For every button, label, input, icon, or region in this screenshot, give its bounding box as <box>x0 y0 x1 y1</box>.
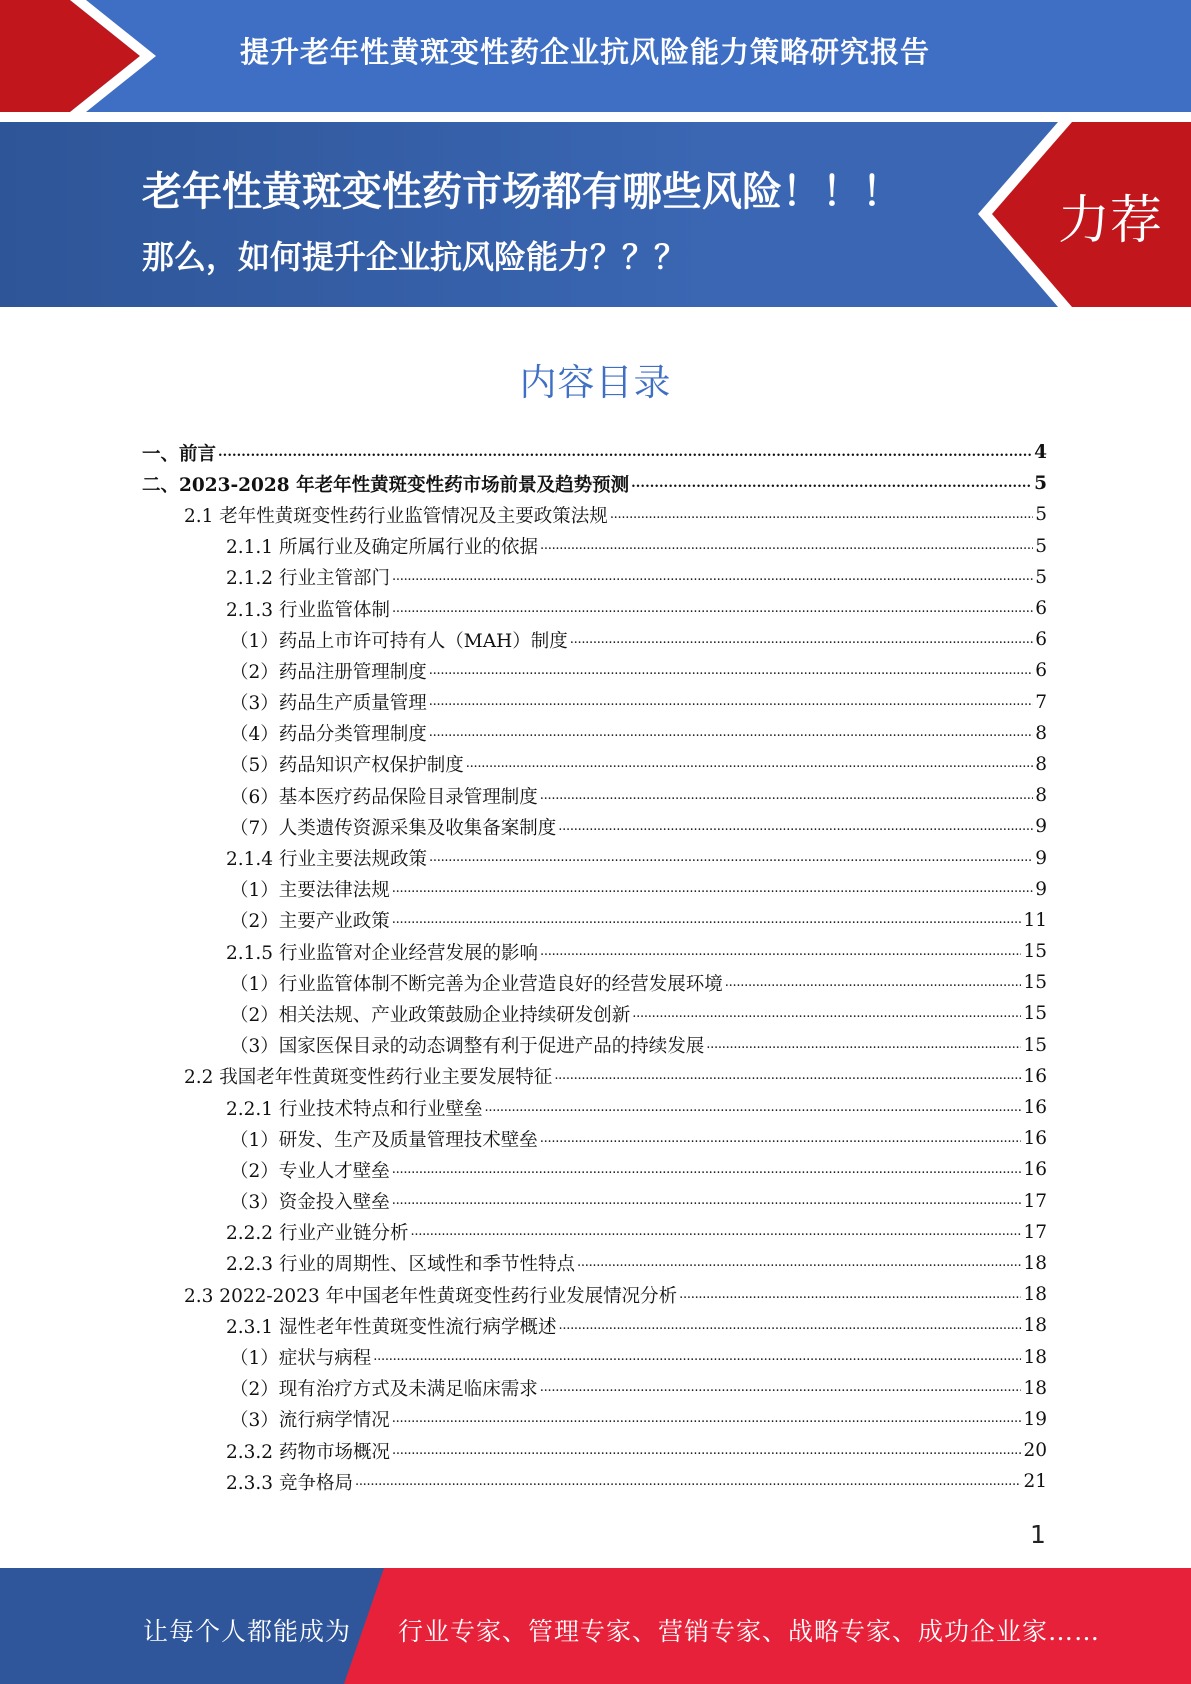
hero-subheadline: 那么，如何提升企业抗风险能力？？？ <box>142 238 687 276</box>
toc-entry-page: 15 <box>1023 1003 1047 1025</box>
toc-entry-page: 18 <box>1023 1346 1047 1368</box>
toc-entry[interactable] <box>142 1217 1047 1248</box>
toc-dot-leader <box>558 1315 1021 1337</box>
toc-entry[interactable] <box>142 593 1047 624</box>
toc-entry-page: 5 <box>1035 535 1047 557</box>
toc-entry-page: 18 <box>1023 1315 1047 1337</box>
toc-title: 内容目录 <box>519 361 672 404</box>
report-header-band <box>0 0 1191 112</box>
toc-entry-page: 5 <box>1034 473 1047 495</box>
toc-entry[interactable] <box>142 1404 1047 1435</box>
toc-entry[interactable] <box>142 1279 1047 1310</box>
toc-entry[interactable] <box>142 718 1047 749</box>
toc-dot-leader <box>540 1377 1022 1399</box>
toc-entry-label: （2）现有治疗方式及未满足临床需求 <box>230 1379 538 1401</box>
toc-entry[interactable] <box>142 468 1047 499</box>
toc-dot-leader <box>679 1284 1021 1306</box>
toc-entry-label: （1）症状与病程 <box>230 1348 372 1370</box>
toc-dot-leader <box>540 1128 1022 1150</box>
toc-entry[interactable] <box>142 1435 1047 1466</box>
toc-dot-leader <box>429 847 1033 869</box>
toc-entry-page: 17 <box>1023 1221 1047 1243</box>
toc-entry-page: 6 <box>1035 598 1047 620</box>
toc-entry-label: 2.2.3 行业的周期性、区域性和季节性特点 <box>226 1254 575 1276</box>
toc-entry[interactable] <box>142 1092 1047 1123</box>
toc-entry[interactable] <box>142 437 1047 468</box>
toc-entry[interactable] <box>142 1123 1047 1154</box>
toc-entry-page: 18 <box>1023 1252 1047 1274</box>
hero-headline: 老年性黄斑变性药市场都有哪些风险！！！ <box>142 169 902 215</box>
toc-entry-label: 2.1.1 所属行业及确定所属行业的依据 <box>226 537 538 559</box>
toc-entry-label: 2.3.1 湿性老年性黄斑变性流行病学概述 <box>226 1316 557 1338</box>
red-chevron-decoration <box>0 0 160 112</box>
toc-entry[interactable] <box>142 499 1047 530</box>
header-divider <box>0 112 1191 122</box>
toc-entry-label: 2.3.2 药物市场概况 <box>226 1441 390 1463</box>
toc-entry-label: （3）资金投入壁垒 <box>230 1192 390 1214</box>
table-of-contents <box>142 437 1047 1497</box>
toc-entry-page: 7 <box>1035 691 1047 713</box>
toc-entry-label: （2）专业人才壁垒 <box>230 1160 390 1182</box>
toc-entry[interactable] <box>142 1248 1047 1279</box>
toc-dot-leader <box>429 722 1033 744</box>
toc-dot-leader <box>392 878 1033 900</box>
toc-dot-leader <box>540 785 1033 807</box>
footer-slogan-left: 让每个人都能成为 <box>143 1617 352 1646</box>
toc-entry-label: 一、前言 <box>142 443 217 465</box>
toc-entry-page: 6 <box>1035 629 1047 651</box>
toc-entry-page: 8 <box>1035 753 1047 775</box>
toc-dot-leader <box>540 535 1033 557</box>
toc-entry-label: （3）国家医保目录的动态调整有利于促进产品的持续发展 <box>230 1036 705 1058</box>
toc-entry-page: 5 <box>1035 566 1047 588</box>
toc-dot-leader <box>392 1440 1021 1462</box>
toc-entry-page: 9 <box>1035 847 1047 869</box>
recommend-badge-text: 力荐 <box>1058 191 1163 251</box>
toc-dot-leader <box>392 598 1033 620</box>
toc-dot-leader <box>355 1471 1022 1493</box>
toc-dot-leader <box>392 909 1022 931</box>
toc-entry-label: （4）药品分类管理制度 <box>230 724 427 746</box>
toc-dot-leader <box>632 1003 1021 1025</box>
toc-entry-page: 15 <box>1023 941 1047 963</box>
toc-entry[interactable] <box>142 998 1047 1029</box>
toc-entry[interactable] <box>142 1310 1047 1341</box>
toc-dot-leader <box>392 1159 1022 1181</box>
toc-entry-page: 21 <box>1023 1471 1047 1493</box>
toc-dot-leader <box>540 941 1021 963</box>
footer-slogan-right: 行业专家、管理专家、营销专家、战略专家、成功企业家…… <box>398 1617 1101 1646</box>
toc-entry[interactable] <box>142 1154 1047 1185</box>
toc-entry[interactable] <box>142 811 1047 842</box>
toc-entry-page: 16 <box>1023 1065 1047 1087</box>
toc-entry-label: 2.1.3 行业监管体制 <box>226 599 390 621</box>
footer-banner <box>0 1568 1191 1684</box>
toc-entry-page: 18 <box>1023 1284 1047 1306</box>
toc-dot-leader <box>570 629 1034 651</box>
toc-entry-label: （6）基本医疗药品保险目录管理制度 <box>230 786 538 808</box>
toc-entry[interactable] <box>142 1030 1047 1061</box>
toc-entry-label: 2.2.1 行业技术特点和行业壁垒 <box>226 1098 483 1120</box>
toc-entry[interactable] <box>142 967 1047 998</box>
toc-entry[interactable] <box>142 531 1047 562</box>
toc-entry-label: （1）行业监管体制不断完善为企业营造良好的经营发展环境 <box>230 973 723 995</box>
toc-dot-leader <box>554 1065 1021 1087</box>
toc-entry-page: 4 <box>1034 442 1047 464</box>
toc-dot-leader <box>429 660 1033 682</box>
toc-entry-label: 2.2 我国老年性黄斑变性药行业主要发展特征 <box>184 1067 553 1089</box>
toc-entry-page: 19 <box>1023 1408 1047 1430</box>
toc-dot-leader <box>577 1252 1021 1274</box>
toc-entry-page: 9 <box>1035 816 1047 838</box>
toc-entry[interactable] <box>142 687 1047 718</box>
toc-entry-label: （7）人类遗传资源采集及收集备案制度 <box>230 817 557 839</box>
toc-entry[interactable] <box>142 624 1047 655</box>
toc-entry-page: 8 <box>1035 785 1047 807</box>
hero-banner <box>0 122 1191 307</box>
toc-entry[interactable] <box>142 1061 1047 1092</box>
toc-entry[interactable] <box>142 1373 1047 1404</box>
toc-entry-label: 2.3.3 竞争格局 <box>226 1472 353 1494</box>
toc-entry-label: 2.3 2022-2023 年中国老年性黄斑变性药行业发展情况分析 <box>184 1285 678 1307</box>
toc-entry[interactable] <box>142 936 1047 967</box>
toc-entry-label: （2）相关法规、产业政策鼓励企业持续研发创新 <box>230 1004 631 1026</box>
toc-entry-label: 2.1.5 行业监管对企业经营发展的影响 <box>226 942 538 964</box>
toc-entry[interactable] <box>142 874 1047 905</box>
toc-entry-label: 2.1.4 行业主要法规政策 <box>226 849 427 871</box>
toc-entry-label: 2.1 老年性黄斑变性药行业监管情况及主要政策法规 <box>184 505 608 527</box>
toc-dot-leader <box>392 1408 1022 1430</box>
toc-entry[interactable] <box>142 1341 1047 1372</box>
toc-entry[interactable] <box>142 749 1047 780</box>
toc-entry-page: 18 <box>1023 1377 1047 1399</box>
toc-dot-leader <box>484 1097 1021 1119</box>
toc-entry-page: 15 <box>1023 1034 1047 1056</box>
report-title: 提升老年性黄斑变性药企业抗风险能力策略研究报告 <box>240 35 931 69</box>
toc-entry-label: （5）药品知识产权保护制度 <box>230 755 464 777</box>
toc-dot-leader <box>373 1346 1021 1368</box>
toc-dot-leader <box>466 753 1033 775</box>
toc-entry-page: 20 <box>1023 1440 1047 1462</box>
toc-dot-leader <box>392 566 1033 588</box>
toc-entry-label: （3）流行病学情况 <box>230 1410 390 1432</box>
toc-dot-leader <box>706 1034 1021 1056</box>
toc-dot-leader <box>558 816 1033 838</box>
toc-entry-label: （1）主要法律法规 <box>230 880 390 902</box>
toc-entry-page: 16 <box>1023 1128 1047 1150</box>
toc-entry-page: 11 <box>1023 909 1047 931</box>
toc-entry-label: （2）主要产业政策 <box>230 911 390 933</box>
toc-dot-leader <box>429 691 1033 713</box>
toc-entry-label: （2）药品注册管理制度 <box>230 661 427 683</box>
toc-entry-page: 16 <box>1023 1097 1047 1119</box>
toc-dot-leader <box>392 1190 1022 1212</box>
toc-entry-page: 16 <box>1023 1159 1047 1181</box>
toc-dot-leader <box>410 1221 1021 1243</box>
toc-entry[interactable] <box>142 842 1047 873</box>
toc-entry-page: 9 <box>1035 878 1047 900</box>
toc-entry[interactable] <box>142 905 1047 936</box>
toc-entry-page: 5 <box>1035 504 1047 526</box>
toc-entry-page: 6 <box>1035 660 1047 682</box>
toc-entry[interactable] <box>142 1186 1047 1217</box>
toc-entry-page: 17 <box>1023 1190 1047 1212</box>
toc-dot-leader <box>631 473 1032 495</box>
toc-entry-page: 8 <box>1035 722 1047 744</box>
toc-entry-label: 2.1.2 行业主管部门 <box>226 568 390 590</box>
toc-entry-label: 二、2023-2028 年老年性黄斑变性药市场前景及趋势预测 <box>142 474 630 496</box>
toc-dot-leader <box>218 442 1032 464</box>
toc-dot-leader <box>725 972 1022 994</box>
toc-entry[interactable] <box>142 562 1047 593</box>
toc-entry[interactable] <box>142 1466 1047 1497</box>
toc-dot-leader <box>610 504 1033 526</box>
toc-entry[interactable] <box>142 780 1047 811</box>
toc-entry-label: （3）药品生产质量管理 <box>230 693 427 715</box>
toc-entry-label: （1）研发、生产及质量管理技术壁垒 <box>230 1129 538 1151</box>
toc-entry-label: （1）药品上市许可持有人（MAH）制度 <box>230 630 568 652</box>
toc-entry-label: 2.2.2 行业产业链分析 <box>226 1223 409 1245</box>
toc-entry-page: 15 <box>1023 972 1047 994</box>
toc-entry[interactable] <box>142 655 1047 686</box>
page-number: 1 <box>1030 1520 1046 1549</box>
